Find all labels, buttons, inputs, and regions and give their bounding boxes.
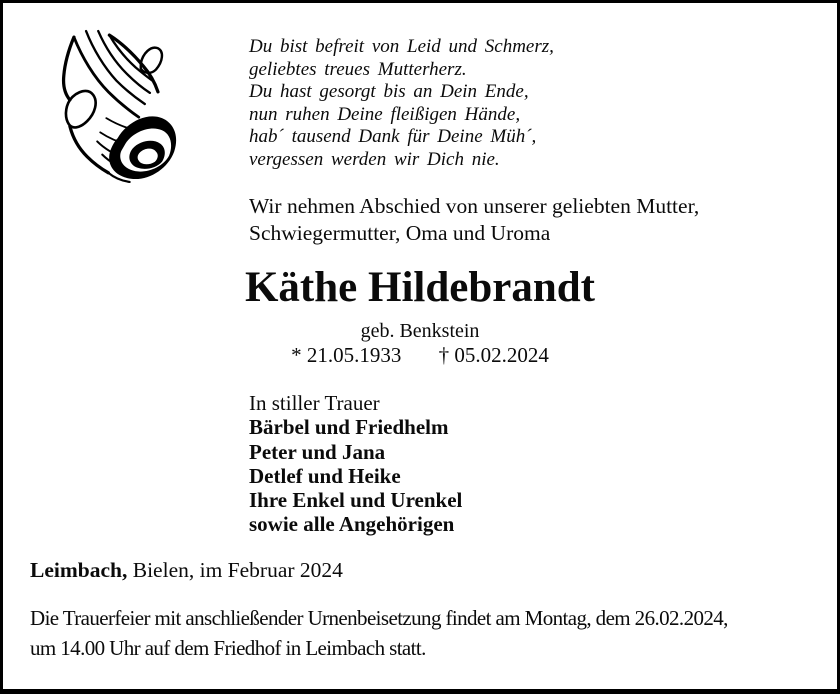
poem-line: Du hast gesorgt bis an Dein Ende, [249, 81, 529, 102]
funeral-line: um 14.00 Uhr auf dem Friedhof in Leimbach statt. [30, 636, 426, 660]
poem-line: nun ruhen Deine fleißigen Hände, [249, 103, 521, 125]
memorial-poem [249, 36, 554, 171]
mourner-line: Ihre Enkel und Urenkel [249, 488, 463, 513]
maiden-name: geb. Benkstein [360, 320, 480, 342]
funeral-details [30, 603, 728, 663]
place-date-line [30, 558, 343, 583]
praying-hands-icon [61, 25, 179, 187]
mourner-line: Detlef und Heike [249, 463, 401, 488]
place-name: Leimbach, [30, 558, 128, 582]
death-date: † 05.02.2024 [438, 343, 549, 367]
farewell-intro-line: Schwiegermutter, Oma und Uroma [249, 221, 551, 245]
mourning-intro: In stiller Trauer [249, 391, 380, 415]
deceased-name: Käthe Hildebrandt [244, 264, 595, 311]
mourner-line: sowie alle Angehörigen [249, 512, 455, 537]
mourner-line: Peter und Jana [249, 439, 386, 464]
birth-date: * 21.05.1933 [291, 343, 402, 367]
mourner-line: Bärbel und Friedhelm [249, 415, 449, 440]
farewell-intro [249, 193, 699, 247]
farewell-intro-line: Wir nehmen Abschied von unserer geliebten Mutter, [249, 194, 700, 218]
poem-line: Du bist befreit von Leid und Schmerz, [249, 36, 554, 57]
poem-line: geliebtes treues Mutterherz. [249, 58, 467, 80]
funeral-line: Die Trauerfeier mit anschließender Urnenbeisetzung findet am Montag, dem 26.02.2024, [30, 606, 728, 630]
life-dates [3, 343, 837, 368]
place-date-rest: Bielen, im Februar 2024 [127, 558, 343, 582]
poem-line: hab´ tausend Dank für Deine Müh´, [249, 126, 537, 147]
mourners-block [249, 391, 462, 537]
poem-line: vergessen werden wir Dich nie. [249, 148, 500, 170]
